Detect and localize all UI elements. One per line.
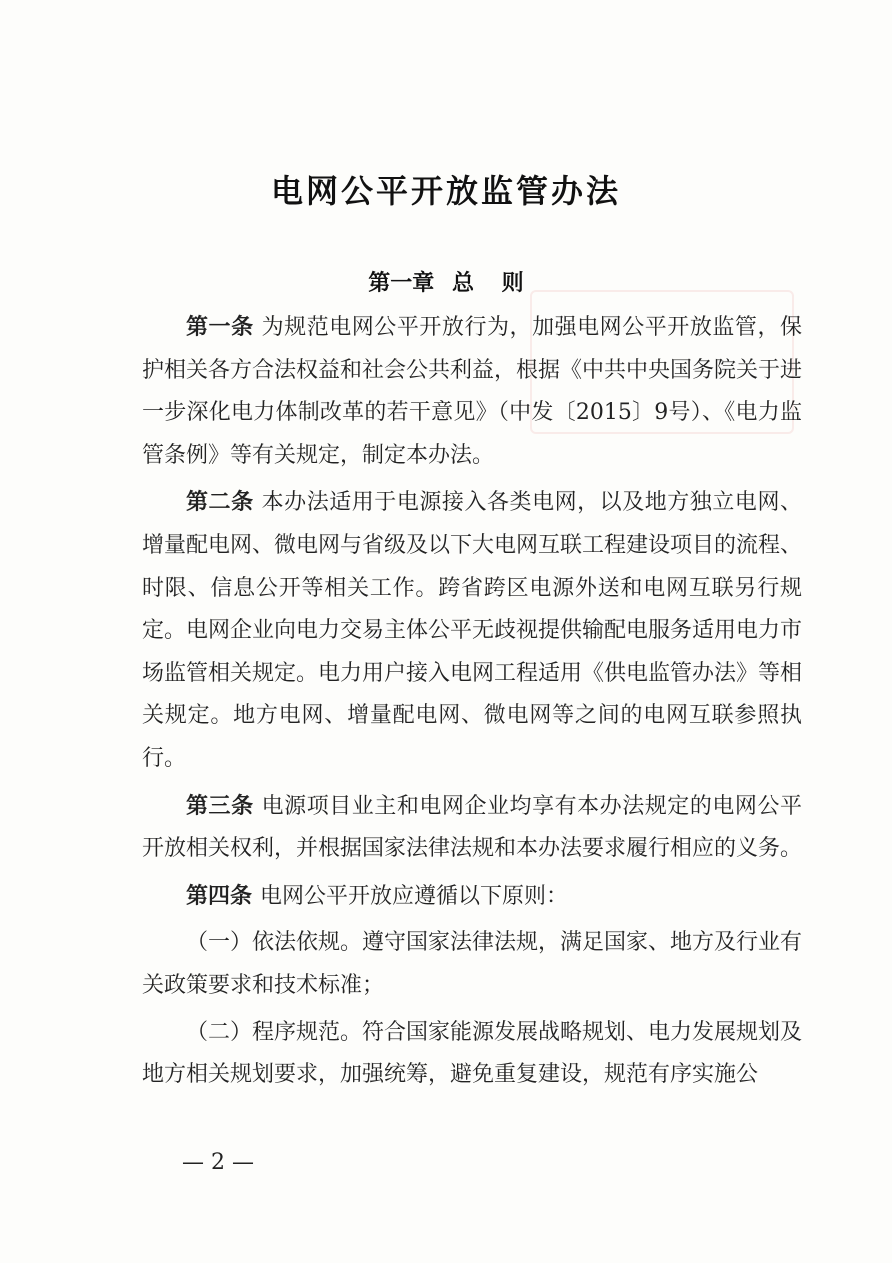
page-title: 电网公平开放监管办法 <box>270 172 621 210</box>
chapter-word-2: 则 <box>501 270 524 296</box>
article-label: 第四条 <box>186 882 253 909</box>
article-3 <box>142 785 802 871</box>
article-text: 电网公平开放应遵循以下原则： <box>260 883 569 909</box>
chapter-number: 第一章 <box>368 270 435 296</box>
article-text: 电源项目业主和电网企业均享有本办法规定的电网公平开放相关权利，并根据国家法律法规和本办法要求履行相应的义务。 <box>142 793 803 862</box>
item-text: （二）程序规范。符合国家能源发展战略规划、电力发展规划及地方相关规划要求，加强统筹，避免重复建设，规范有序实施公 <box>142 1019 803 1088</box>
principle-item-2 <box>142 1012 802 1097</box>
principle-item-1 <box>142 922 802 1007</box>
document-body <box>142 306 802 1101</box>
article-2 <box>142 481 802 780</box>
article-4 <box>142 875 802 919</box>
article-label: 第三条 <box>186 792 254 819</box>
page-number: — 2 — <box>182 1150 254 1175</box>
article-label: 第二条 <box>186 489 254 516</box>
article-label: 第一条 <box>186 314 254 340</box>
article-text: 为规范电网公平开放行为，加强电网公平开放监管，保护相关各方合法权益和社会公共利益，根据《中共中央国务院关于进一步深化电力体制改革的若干意见》（中发〔2015〕9号）、《电力监管条例》等有关规定，制定本办法。 <box>142 315 803 468</box>
chapter-heading <box>0 266 892 297</box>
chapter-word-1: 总 <box>451 270 474 296</box>
article-1 <box>142 306 802 477</box>
item-text: （一）依法依规。遵守国家法律法规，满足国家、地方及行业有关政策要求和技术标准； <box>142 930 803 998</box>
article-text: 本办法适用于电源接入各类电网，以及地方独立电网、增量配电网、微电网与省级及以下大电网互联工程建设项目的流程、时限、信息公开等相关工作。跨省跨区电源外送和电网互联另行规定。电网企业向电力交易主体公平无歧视提供输配电服务适用电力市场监管相关规定。电力用户接入电网工程适用《供电监管办法》等相关规定。地方电网、增量配电网、微电网等之间的电网互联参照执行。 <box>142 490 803 771</box>
